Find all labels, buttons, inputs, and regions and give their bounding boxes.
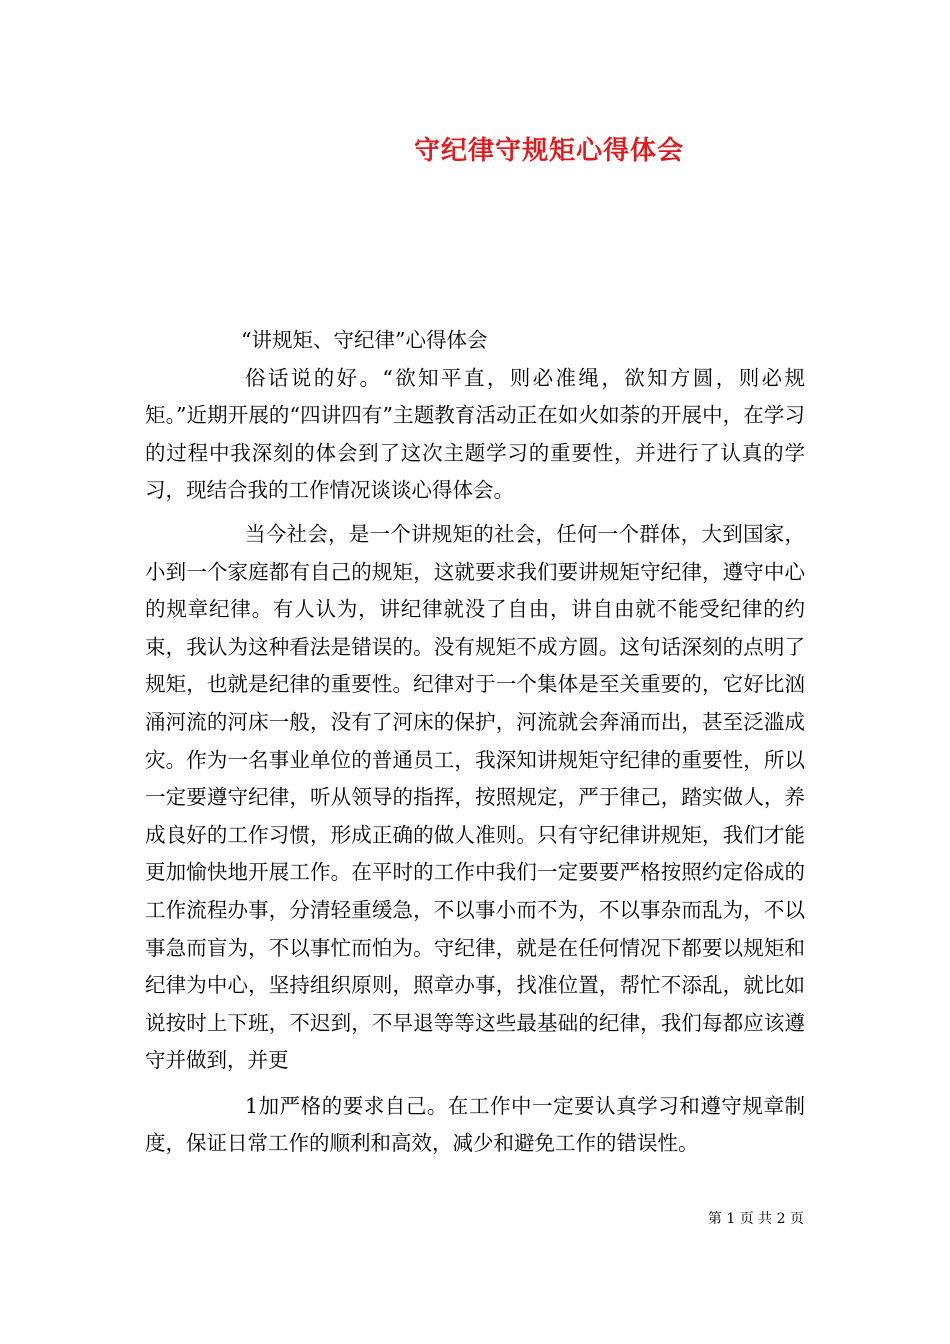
paragraph-continued: 1加严格的要求自己。在工作中一定要认真学习和遵守规章制度，保证日常工作的顺利和高效，减少和避免工作的错误性。 [145,1093,805,1156]
page-number: 第 1 页 共 2 页 [707,1211,804,1227]
document-body [145,322,805,1163]
paragraph-main: 当今社会，是一个讲规矩的社会，任何一个群体，大到国家，小到一个家庭都有自己的规矩，这就要求我们要讲规矩守纪律，遵守中心的规章纪律。有人认为，讲纪律就没了自由，讲自由就不能受纪律的约束，我认为这种看法是错误的。没有规矩不成方圆。这句话深刻的点明了规矩，也就是纪律的重要性。纪律对于一个集体是至关重要的，它好比汹涌河流的河床一般，没有了河床的保护，河流就会奔涌而出，甚至泛滥成灾。作为一名事业单位的普通员工，我深知讲规矩守纪律的重要性，所以一定要遵守纪律，听从领导的指挥，按照规定，严于律己，踏实做人，养成良好的工作习惯，形成正确的做人准则。只有守纪律讲规矩，我们才能更加愉快地开展工作。在平时的工作中我们一定要要严格按照约定俗成的工作流程办事，分清轻重缓急，不以事小而不为，不以事杂而乱为，不以事急而盲为，不以事忙而怕为。守纪律，就是在任何情况下都要以规矩和纪律为中心，坚持组织原则，照章办事，找准位置，帮忙不添乱，就比如说按时上下班，不迟到，不早退等等这些最基础的纪律，我们每都应该遵守并做到，并更 [145,521,805,1073]
paragraph-intro: 俗话说的好。“欲知平直，则必准绳，欲知方圆，则必规矩。”近期开展的“四讲四有”主题教育活动正在如火如荼的开展中，在学习的过程中我深刻的体会到了这次主题学习的重要性，并进行了认真的学习，现结合我的工作情况谈谈心得体会。 [145,365,805,503]
document-title: 守纪律守规矩心得体会 [413,136,684,166]
subheading: “讲规矩、守纪律”心得体会 [241,328,488,352]
